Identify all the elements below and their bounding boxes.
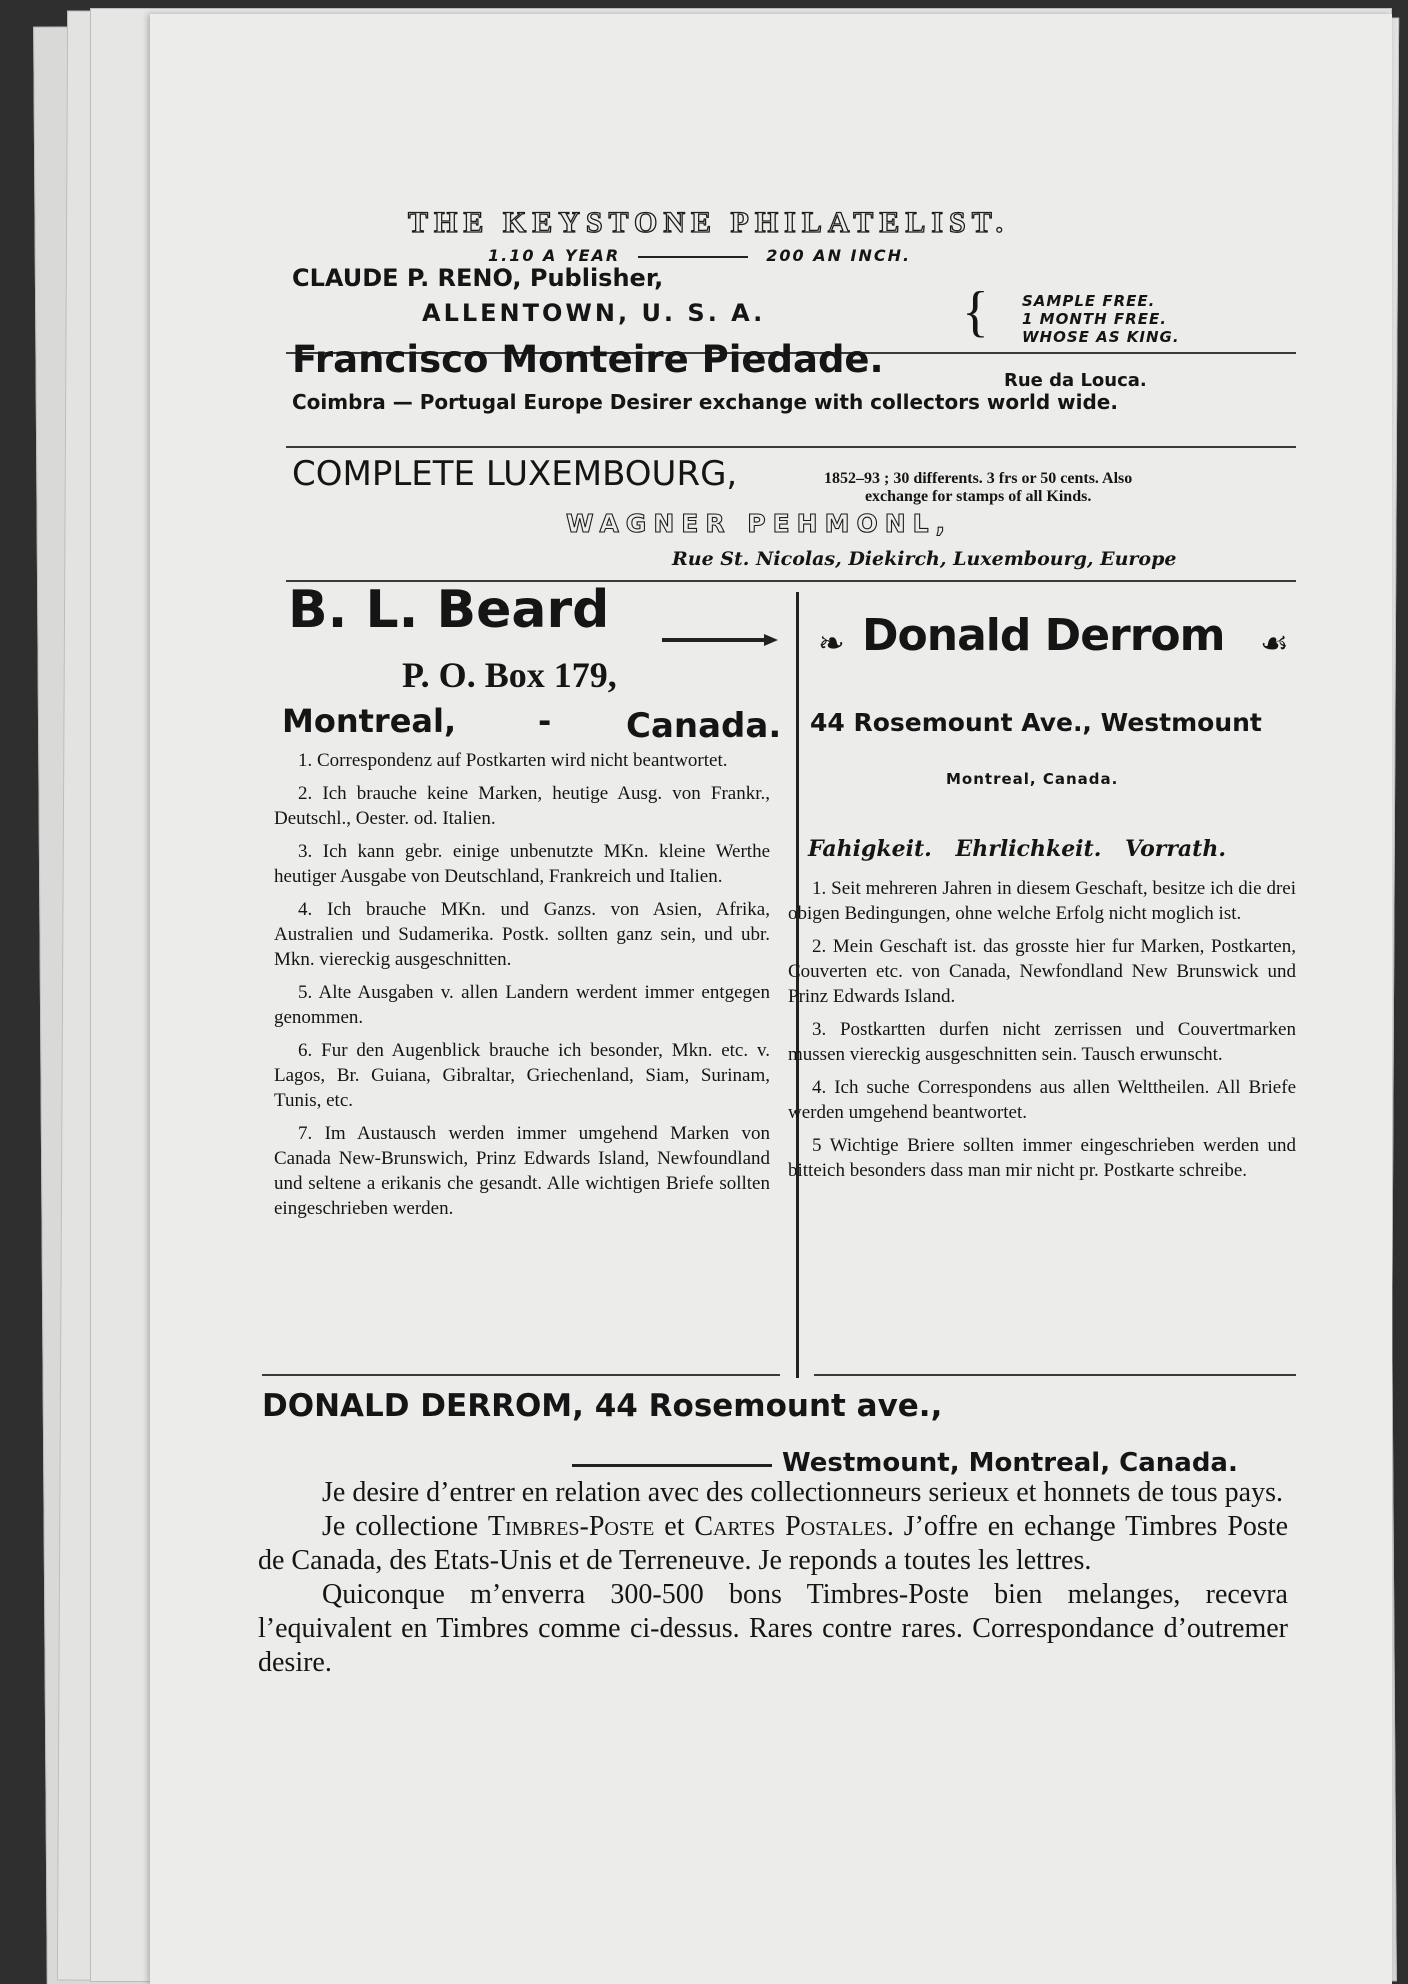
beard-name: B. L. Beard (288, 580, 610, 640)
text-run-smallcaps: Timbres-Poste (487, 1511, 655, 1542)
bottom-ad-paragraph: Quiconque m’enverra 300-500 bons Timbres-Poste bien melanges, recevra l’equivalent en Timbres comme ci-dessus. Rares contre rares. Correspondance d’outremer desire. (258, 1579, 1288, 1678)
derrom-item: 4. Ich suche Correspondens aus allen Welttheilen. All Briefe werden umgehend beantwortet. (788, 1077, 1296, 1123)
bottom-ad-paragraph: Je desire d’entrer en relation avec des collectionneurs serieux et honnets de tous pays. (322, 1477, 1283, 1508)
beard-item: 3. Ich kann gebr. einige unbenutzte MKn. kleine Werthe heutiger Ausgabe von Deutschland, Frankreich und Italien. (274, 841, 770, 887)
beard-city: Montreal, (282, 702, 457, 740)
keystone-title: THE KEYSTONE PHILATELIST. (408, 206, 1009, 239)
beard-items (274, 748, 770, 1229)
luxembourg-title: COMPLETE LUXEMBOURG, (292, 454, 738, 494)
bottom-ad-swash (572, 1464, 772, 1467)
beard-item: 6. Fur den Augenblick brauche ich besonder, Mkn. etc. v. Lagos, Br. Guiana, Gibraltar, Griechenland, Siam, Surinam, Tunis, etc. (274, 1040, 770, 1111)
piedade-street: Rue da Louca. (1004, 370, 1147, 391)
derrom-city: Montreal, Canada. (946, 770, 1119, 788)
text-run: Je collectione (322, 1511, 488, 1542)
beard-item: 7. Im Austausch werden immer umgehend Marken von Canada New-Brunswich, Prinz Edwards Island, Newfoundland und seltene a erikanis che gesandt. Alle wichtigen Briefe sollten eingeschrieben werden. (274, 1123, 770, 1219)
keystone-offer-month: 1 MONTH FREE. (1022, 310, 1167, 328)
derrom-item: 1. Seit mehreren Jahren in diesem Geschaft, besitze ich die drei obigen Bedingungen, ohne welche Erfolg nicht moglich ist. (788, 878, 1296, 924)
derrom-item: 5 Wichtige Briere sollten immer eingeschrieben werden und bitteich besonders dass man mir nicht pr. Postkarte schreibe. (788, 1135, 1296, 1181)
bottom-ad-heading: DONALD DERROM, 44 Rosemount ave., (262, 1388, 943, 1424)
beard-item: 1. Correspondenz auf Postkarten wird nicht beantwortet. (298, 750, 728, 771)
keystone-rates (488, 246, 911, 265)
beard-country: Canada. (626, 706, 782, 746)
text-run: J’offre en echange Timbres Poste de Canada, des Etats-Unis et de Terreneuve. Je reponds a toutes les lettres. (258, 1511, 1288, 1576)
fleuron-icon: ☙ (1260, 625, 1289, 661)
bottom-ad-address: Westmount, Montreal, Canada. (782, 1448, 1238, 1478)
beard-item: 4. Ich brauche MKn. und Ganzs. von Asien, Afrika, Australien und Sudamerika. Postk. sollten ganz sein, und ubr. Mkn. viereckig ausgeschnitten. (274, 899, 770, 970)
keystone-offers (1022, 292, 1180, 346)
beard-dash: - (538, 702, 552, 740)
bottom-ad-body (258, 1476, 1288, 1680)
derrom-street: 44 Rosemount Ave., Westmount (810, 708, 1262, 737)
derrom-item: 2. Mein Geschaft ist. das grosste hier fur Marken, Postkarten, Couverten etc. von Canada, Newfondland New Brunswick und Prinz Edwards Island. (788, 936, 1296, 1007)
luxembourg-address: Rue St. Nicolas, Diekirch, Luxembourg, Europe (672, 548, 1177, 570)
text-run-smallcaps: Cartes Postales. (694, 1511, 894, 1542)
keystone-brace: { (962, 281, 989, 343)
divider-rule (286, 446, 1296, 448)
derrom-motto: Fahigkeit. Ehrlichkeit. Vorrath. (808, 836, 1226, 862)
keystone-rate-year: 1.10 A YEAR (488, 246, 621, 265)
piedade-name: Francisco Monteire Piedade. (292, 338, 884, 381)
keystone-offer-sample: SAMPLE FREE. (1022, 292, 1156, 310)
beard-po-box: P. O. Box 179, (402, 655, 617, 695)
luxembourg-details-line: 1852–93 ; 30 differents. 3 frs or 50 cents. Also (824, 470, 1133, 487)
keystone-rate-inch: 200 AN INCH. (766, 246, 912, 265)
fleuron-icon: ❧ (818, 625, 845, 661)
divider-rule (262, 1374, 780, 1376)
rate-dash (638, 256, 748, 258)
luxembourg-details (824, 470, 1132, 506)
advertisement-page (150, 14, 1392, 1984)
beard-item: 5. Alte Ausgaben v. allen Landern werdent immer entgegen genommen. (274, 982, 770, 1028)
piedade-description: Coimbra — Portugal Europe Desirer exchange with collectors world wide. (292, 390, 1118, 414)
keystone-publisher: CLAUDE P. RENO, Publisher, (292, 264, 664, 292)
derrom-name: Donald Derrom (862, 610, 1225, 661)
derrom-item: 3. Postkartten durfen nicht zerrissen und Couvertmarken mussen viereckig ausgeschnitten sein. Tausch erwunscht. (788, 1019, 1296, 1065)
derrom-items (788, 876, 1296, 1191)
keystone-city: ALLENTOWN, U. S. A. (422, 299, 766, 327)
luxembourg-dealer: WAGNER PEHMONL, (566, 509, 953, 538)
divider-rule (814, 1374, 1296, 1376)
beard-item: 2. Ich brauche keine Marken, heutige Ausg. von Frankr., Deutschl., Oester. od. Italien. (274, 783, 770, 829)
luxembourg-details-line: exchange for stamps of all Kinds. (864, 488, 1092, 505)
keystone-offer-king: WHOSE AS KING. (1022, 328, 1180, 346)
text-run: et (654, 1511, 695, 1542)
beard-swash (662, 638, 772, 642)
bottom-ad-paragraph (258, 1510, 1288, 1578)
